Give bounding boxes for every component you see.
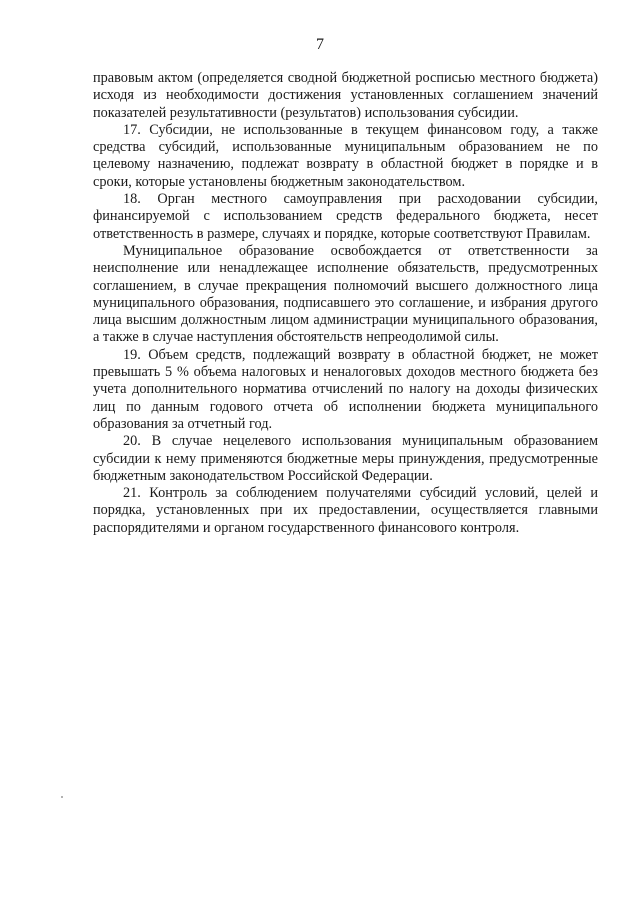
paragraph-item-18: 18. Орган местного самоуправления при расходовании субсидии, финансируемой с использованием средств федерального бюджета, несет ответственность в размере, случаях и порядке, которые соответствуют Правилам. [93,191,598,242]
page-number: 7 [316,36,324,53]
paragraph-item-20: 20. В случае нецелевого использования муниципальным образованием субсидии к нему применяются бюджетные меры принуждения, предусмотренные бюджетным законодательством Российской Федерации. [93,433,598,484]
document-body [93,70,598,537]
paragraph-item-19: 19. Объем средств, подлежащий возврату в областной бюджет, не может превышать 5 % объема налоговых и неналоговых доходов местного бюджета без учета дополнительного норматива отчислений по налогу на доходы физических лиц по данным годового отчета об исполнении бюджета муниципального образования за отчетный год. [93,346,598,432]
paragraph-item-17: 17. Субсидии, не использованные в текущем финансовом году, а также средства субсидий, использованные муниципальным образованием не по целевому назначению, подлежат возврату в областной бюджет в порядке и в сроки, которые установлены бюджетным законодательством. [93,121,598,190]
paragraph-item-21: 21. Контроль за соблюдением получателями субсидий условий, целей и порядка, установленных при их предоставлении, осуществляется главными распорядителями и органом государственного финансового контроля. [93,485,598,536]
paragraph-continuation: правовым актом (определяется сводной бюджетной росписью местного бюджета) исходя из необходимости достижения установленных соглашением значений показателей результативности (результатов) использования субсидии. [93,70,598,121]
scan-speck [61,796,63,798]
paragraph-item-18-exemption: Муниципальное образование освобождается от ответственности за неисполнение или ненадлежащее исполнение обязательств, предусмотренных соглашением, в случае прекращения полномочий высшего должностного лица муниципального образования, подписавшего это соглашение, и избрания другого лица высшим должностным лицом администрации муниципального образования, а также в случае наступления обстоятельств непреодолимой силы. [93,242,598,346]
